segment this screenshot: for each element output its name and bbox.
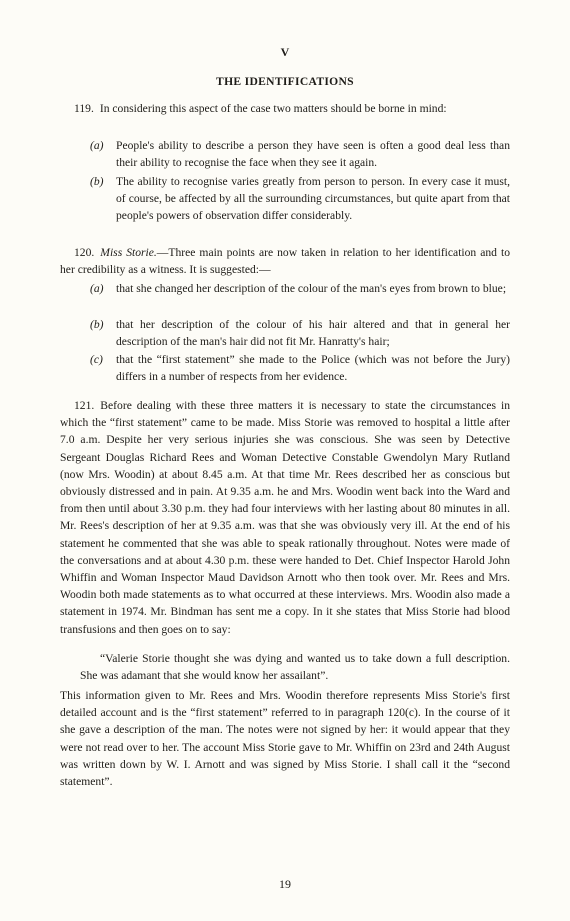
paragraph-heading: Miss Storie. [100, 246, 157, 259]
section-number: V [280, 45, 290, 59]
item-text: People's ability to describe a person they have seen is often a good deal less than their ability to recognise the face when they see it again. [116, 139, 510, 170]
list-item [90, 173, 510, 225]
paragraph-119 [60, 100, 510, 117]
paragraph-text: —Three main points are now taken in relation to her identification and to her credibility as a witness. It is suggested:— [60, 246, 510, 277]
document-page [60, 0, 510, 921]
paragraph-number: 120. [74, 246, 95, 259]
paragraph-number: 119. [74, 102, 94, 115]
page-number: 19 [279, 877, 291, 891]
paragraph-number: 121. [74, 399, 95, 412]
paragraph-120 [60, 244, 510, 278]
quotation: “Valerie Storie thought she was dying and wanted us to take down a full description. She was adamant that she would know her assailant”. [80, 652, 510, 683]
item-marker: (c) [90, 353, 103, 366]
list-item [90, 137, 510, 171]
item-marker: (a) [90, 282, 104, 295]
section-title: THE IDENTIFICATIONS [216, 75, 354, 88]
item-text: that her description of the colour of his hair altered and that in general her description of the man's hair did not fit Mr. Hanratty's hair; [116, 318, 510, 349]
paragraph-text: In considering this aspect of the case two matters should be borne in mind: [99, 102, 447, 115]
item-marker: (b) [90, 175, 104, 188]
list-item [90, 280, 510, 297]
item-text: that the “first statement” she made to the Police (which was not before the Jury) differs in a number of respects from her evidence. [116, 353, 510, 384]
paragraph-text: Before dealing with these three matters it is necessary to state the circumstances in which the “first statement” came to be made. Miss Storie was removed to hospital a little after 7.0 a.m. Despite her very serious injuries she was conscious. She was seen by Detective Sergeant Douglas Richard Rees and Woman Detective Constable Gwendolyn Mary Rutland (now Mrs. Woodin) at about 8.45 a.m. At that time Mr. Rees described her as conscious but obviously distressed and in pain. At 9.35 a.m. he and Mrs. Woodin went back into the Ward and from then until about 3.30 p.m. they had four interviews with her lasting about 80 minutes in all. Mr. Rees's description of her at 9.35 a.m. was that she was obviously very ill. At the end of his statement he commented that she was able to speak rationally throughout. Notes were made of the conversations and at about 4.30 p.m. these were handed to Det. Chief Inspector Harold John Whiffin and Woman Inspector Maud Davidson Arnott who then took over. Mr. Rees and Mrs. Woodin both made statements as to what occurred at these interviews. Mrs. Woodin also made a statement in 1974. Mr. Bindman has sent me a copy. In it she states that Miss Storie had blood transfusions and then goes on to say: [60, 399, 510, 636]
list-item [90, 351, 510, 385]
item-text: The ability to recognise varies greatly from person to person. In every case it must, of course, be affected by all the surrounding circumstances, but quite apart from that people's powers of observation differ considerably. [116, 175, 510, 223]
paragraph-121 [60, 397, 510, 638]
paragraph-121-closing: This information given to Mr. Rees and Mrs. Woodin therefore represents Miss Storie's first detailed account and is the “first statement” referred to in paragraph 120(c). In the course of it she gave a description of the man. The notes were not signed by her: it would appear that they were not read over to her. The account Miss Storie gave to Mr. Whiffin on 23rd and 24th August was written down by W. I. Arnott and was signed by Miss Storie. I shall call it the “second statement”. [60, 689, 510, 789]
item-marker: (b) [90, 318, 104, 331]
list-item [90, 316, 510, 350]
item-marker: (a) [90, 139, 104, 152]
item-text: that she changed her description of the colour of the man's eyes from brown to blue; [116, 282, 507, 295]
